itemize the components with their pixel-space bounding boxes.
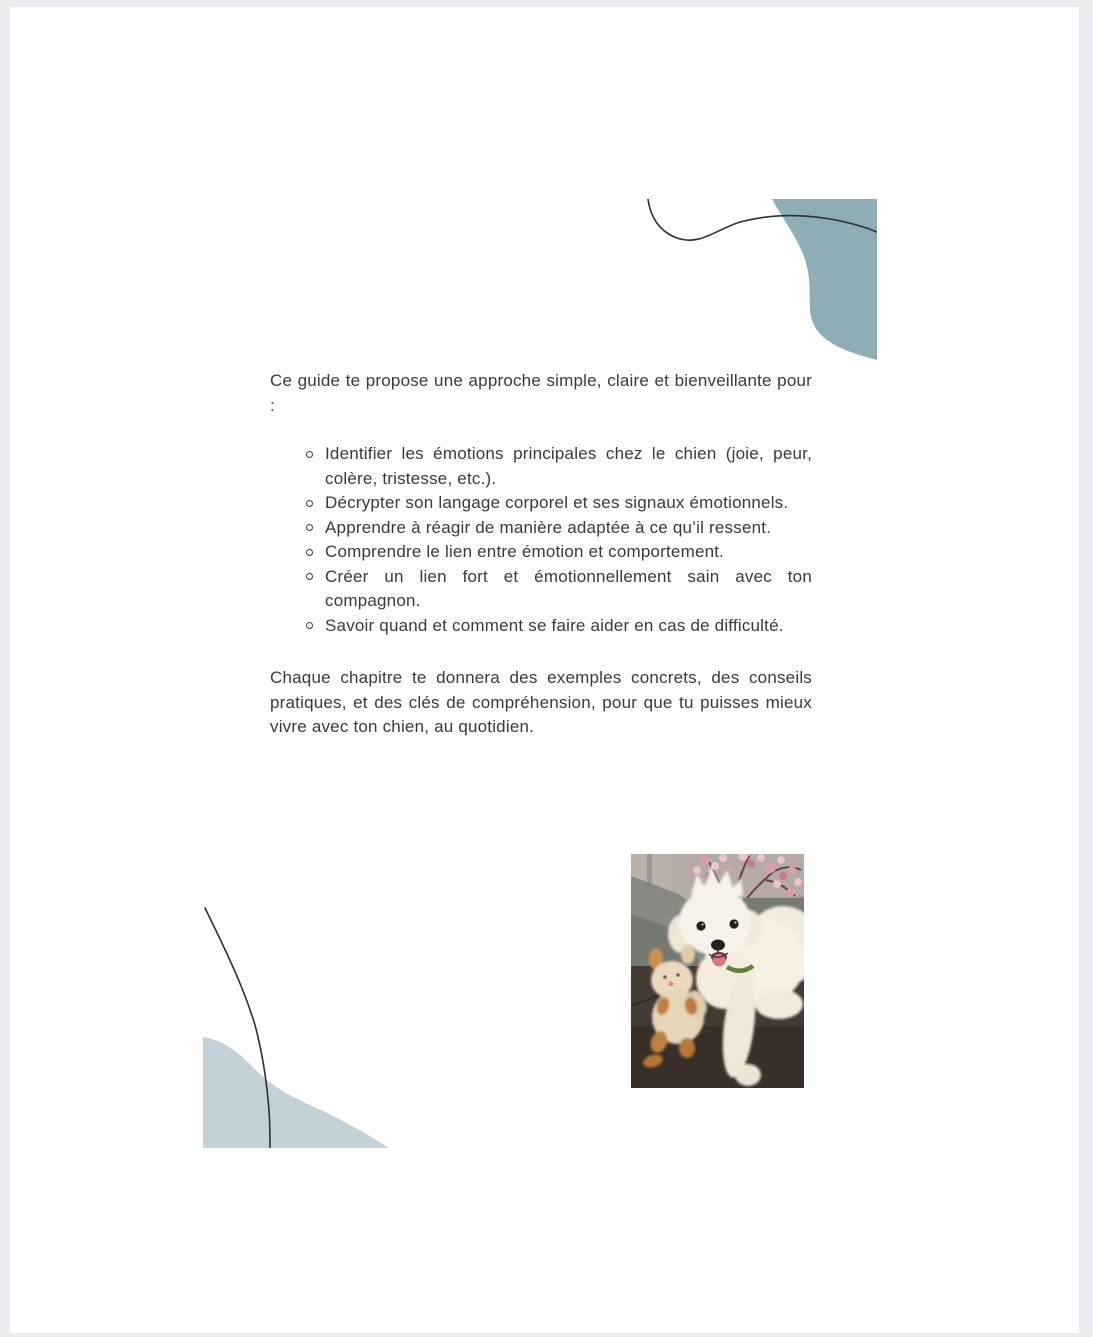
list-item: Comprendre le lien entre émotion et comportement. (306, 540, 812, 565)
decoration-top-right (647, 199, 877, 360)
blob-shape-light (203, 1037, 389, 1148)
list-item: Apprendre à réagir de manière adaptée à ce qu’il ressent. (306, 516, 812, 541)
list-item: Identifier les émotions principales chez le chien (joie, peur, colère, tristesse, etc.). (306, 442, 812, 491)
dog-photo (631, 854, 804, 1088)
bullet-list (306, 442, 812, 638)
intro-paragraph: Ce guide te propose une approche simple, claire et bienveillante pour : (270, 371, 812, 415)
list-item: Décrypter son langage corporel et ses signaux émotionnels. (306, 491, 812, 516)
document-page (10, 7, 1079, 1333)
dog-with-plush-toy-image (631, 854, 804, 1088)
blob-and-curve-bottom-left-icon (203, 905, 390, 1148)
blob-and-squiggle-top-right-icon (647, 199, 877, 360)
closing-paragraph: Chaque chapitre te donnera des exemples concrets, des conseils pratiques, et des clés de compréhension, pour que tu puisses mieux vivre avec ton chien, au quotidien. (270, 668, 812, 736)
list-item: Créer un lien fort et émotionnellement sain avec ton compagnon. (306, 565, 812, 614)
list-item: Savoir quand et comment se faire aider en cas de difficulté. (306, 614, 812, 639)
page-text-block (270, 369, 812, 740)
blob-shape-dark (772, 199, 877, 360)
decoration-bottom-left (203, 905, 390, 1148)
